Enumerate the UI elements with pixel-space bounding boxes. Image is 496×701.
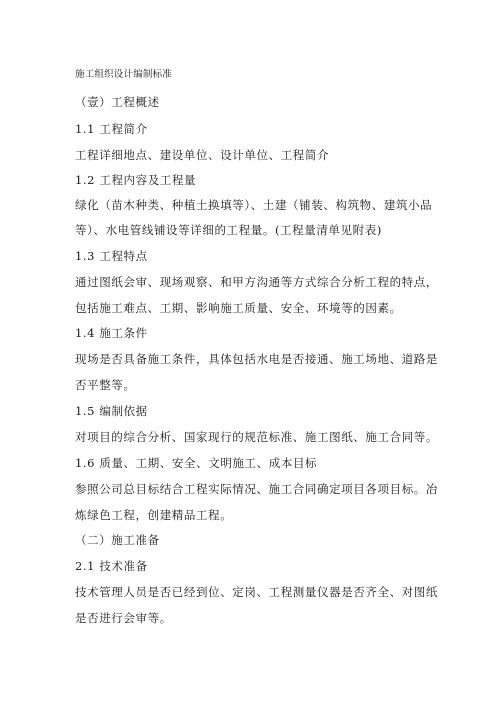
subheading-project-features: 1.3 工程特点: [75, 249, 148, 263]
paragraph-site-conditions-line2: 否平整等。: [75, 378, 136, 392]
paragraph-technical-prep-line2: 是否进行会审等。: [75, 611, 172, 625]
section-heading-overview: （壹）工程概述: [75, 95, 160, 109]
paragraph-site-conditions-line1: 现场是否具备施工条件，具体包括水电是否接通、施工场地、道路是: [75, 352, 438, 366]
paragraph-project-features-line2: 包括施工难点、工期、影响施工质量、安全、环境等的因素。: [75, 301, 402, 315]
paragraph-technical-prep-line1: 技术管理人员是否已经到位、定岗、工程测量仪器是否齐全、对图纸: [75, 585, 438, 599]
paragraph-basis: 对项目的综合分析、国家现行的规范标准、施工图纸、施工合同等。: [75, 430, 438, 444]
document-header: 施工组织设计编制标准: [75, 69, 173, 80]
subheading-technical-prep: 2.1 技术准备: [75, 559, 148, 573]
paragraph-targets-line1: 参照公司总目标结合工程实际情况、施工合同确定项目各项目标。冶: [75, 482, 438, 496]
subheading-basis: 1.5 编制依据: [75, 404, 148, 418]
paragraph-targets-line2: 炼绿色工程，创建精品工程。: [75, 508, 233, 522]
paragraph-project-intro: 工程详细地点、建设单位、设计单位、工程简介: [75, 148, 330, 162]
paragraph-project-scope-line1: 绿化（苗木种类、种植土换填等）、土建（铺装、构筑物、建筑小品: [75, 198, 433, 212]
subheading-targets: 1.6 质量、工期、安全、文明施工、成本目标: [75, 456, 318, 470]
subheading-site-conditions: 1.4 施工条件: [75, 326, 148, 340]
subheading-project-intro: 1.1 工程简介: [75, 122, 148, 136]
subheading-project-scope: 1.2 工程内容及工程量: [75, 173, 197, 187]
section-heading-preparation: （二）施工准备: [75, 533, 160, 547]
paragraph-project-scope-line2: 等）、水电管线铺设等详细的工程量。(工程量清单见附表): [75, 223, 382, 237]
paragraph-project-features-line1: 通过图纸会审、现场观察、和甲方沟通等方式综合分析工程的特点，: [75, 275, 438, 289]
